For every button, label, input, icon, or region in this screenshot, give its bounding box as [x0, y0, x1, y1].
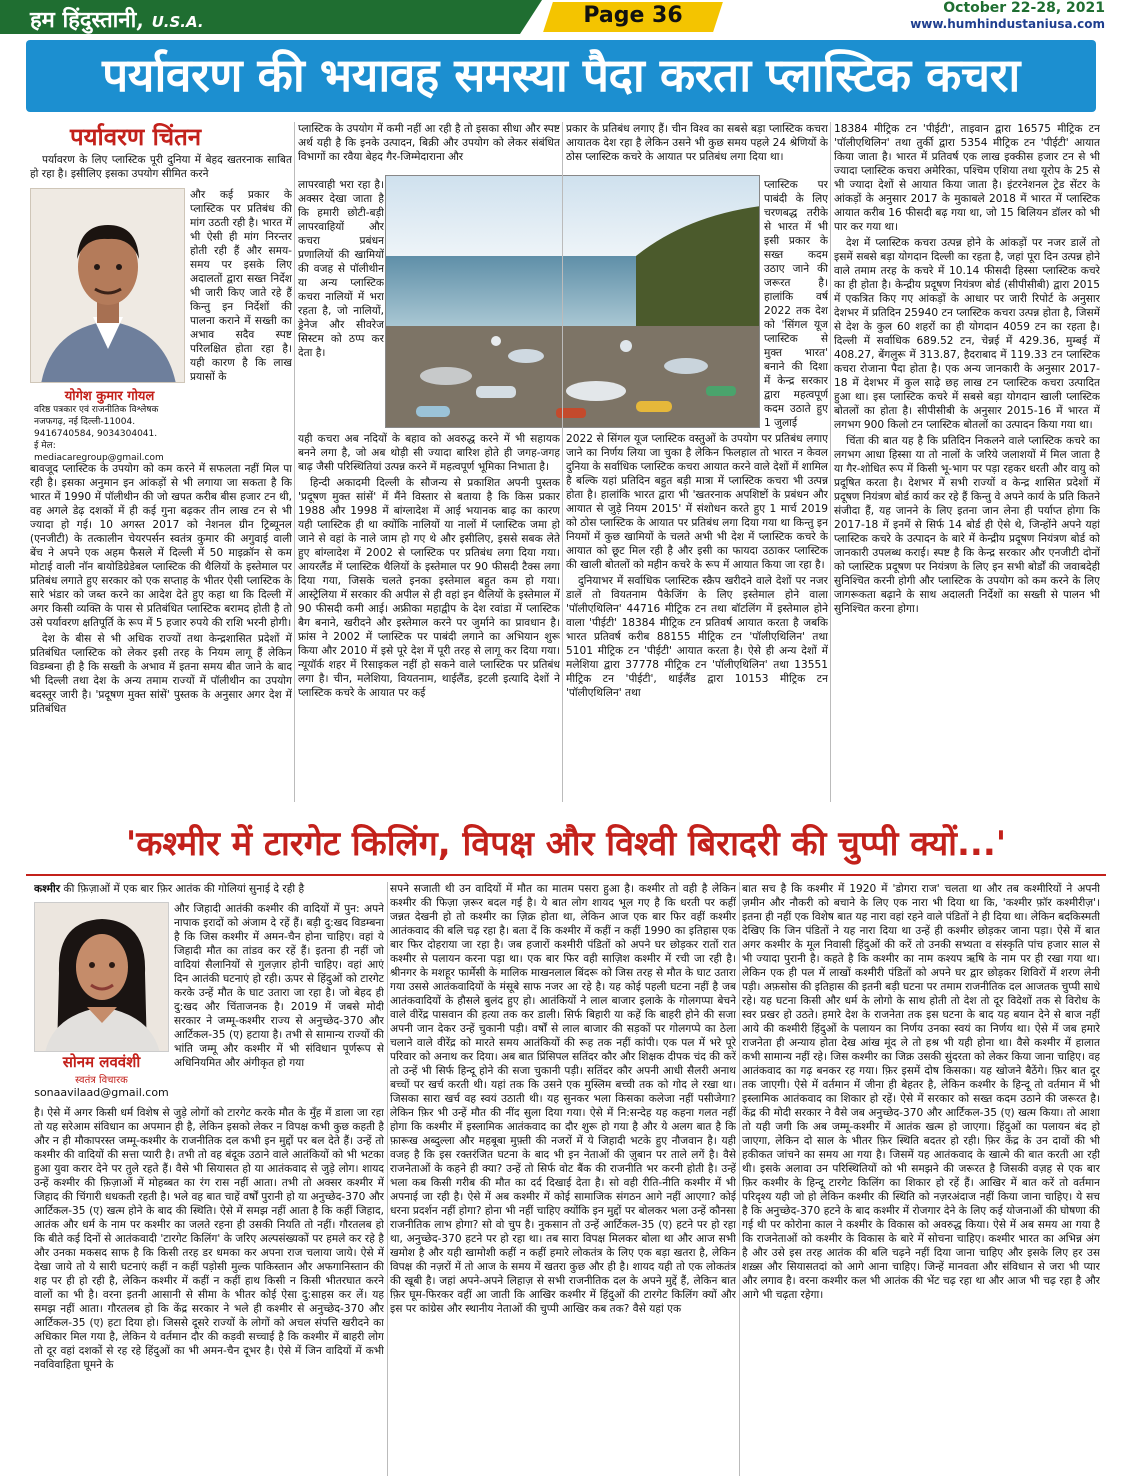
paragraph: देश के बीस से भी अधिक राज्यों तथा केन्द्रशासित प्रदेशों में प्रतिबंधित प्लास्टिक को लेकर इसी तरह के नियम लागू हैं लेकिन विडम्बना ही है कि सख्ती के अभाव में इतना समय बीत जाने के बाद भी दिल्ली तथा देश के अन्य तमाम राज्यों में पॉलीथीन का उपयोग बदस्तूर जारी है। 'प्रदूषण मुक्त सांसें' पुस्तक के अनुसार अगर देश में प्रतिबंधित	[30, 633, 292, 715]
author-email[interactable]: ई मेल: mediacaregroup@gmail.com	[34, 441, 164, 463]
author-photo	[34, 902, 169, 1052]
issue-date: October 22-28, 2021	[943, 0, 1105, 16]
article2-headline: 'कश्मीर में टारगेट किलिंग, विपक्ष और विश्वी बिरादरी की चुप्पी क्यों...'	[125, 824, 1007, 864]
column-divider	[294, 122, 295, 802]
paragraph: बात सच है कि कश्मीर में 1920 में 'डोगरा राज' चलता था और तब कश्मीरियों ने अपनी ज़मीन और नौकरी को बचाने के लिए एक नारा भी दिया था कि, 'कश्मीर फ़ॉर कश्मीरीज़'। इतना ही नहीं एक विशेष बात यह नारा वहां रहने वाले पंडितों ने ही दिया था। लेकिन बदकिस्मती देखिए कि जिन पंडितों ने यह नारा दिया था उन्हें ही कश्मीर छोड़कर जाना पड़ा। ऐसे में बात अगर कश्मीर के मूल निवासी हिंदुओं की करें तो उनकी सभ्यता व संस्कृति पांच हजार साल से भी ज्यादा पुरानी है। कहते है कि कश्मीर का नाम कश्यप ऋषि के नाम पर ही रखा गया था। लेकिन एक ही पल में लाखों कश्मीरी पंडितों को अपने घर द्वार छोड़कर शिविरों में शरण लेनी पड़ी। अफ़सोस की इतिहास की इतनी बड़ी घटना पर तमाम राजनीतिक दल आजतक चुप्पी साधे रहे। यह घटना किसी और धर्म के लोगो के साथ होती तो देश तो दूर विदेशों तक से विरोध के स्वर प्रखर हो उठते। हमारे देश के राजनेता तक इस घटना के बाद यह बयान देने से बाज नहीं आये की कश्मीरी हिंदुओं के पलायन का निर्णय उनका स्वयं का निर्णय था। ऐसे में जब हमारे राजनेता ही अन्याय होता देख आंख मूंद ले तो हश्र भी यही होना था। वैसे कश्मीर में हालात कभी सामान्य नहीं रहे। जिस कश्मीर का जिक्र उसकी सुंदरता को लेकर किया जाना चाहिए। वह आतंकवाद का गढ़ बनकर रह गया। फ़िर इसमें दोष किसका। यह खोजने बैठेंगे। फ़िर बात दूर तक जाएगी। ऐसे में वर्तमान में जीना ही बेहतर है, लेकिन कश्मीर के हिन्दू तो वर्तमान में भी इस्लामिक आतंकवाद का शिकार हो रहें। ऐसे में सरकार को सख्त कदम उठाने की जरूरत है। केंद्र की मोदी सरकार ने वैसे जब अनुच्छेद-370 और आर्टिकल-35 (ए) खत्म किया। तो आशा तो यही जगी कि अब जम्मू-कश्मीर में आतंक खत्म हो जाएगा। हिंदुओं का पलायन बंद हो जाएगा, लेकिन दो साल के भीतर फ़िर स्थिति बदतर हो रही। फ़िर केंद्र के उन दावों की भी हकीकत जांचने का समय आ गया है। जिसमें यह आतंकवाद के खात्मे की बात करती आ रही थी। इसके अलावा उन परिस्थितियों को भी समझने की जरूरत है जिसकी वज़ह से एक बार फ़िर कश्मीर के हिन्दू टारगेट किलिंग का शिकार हो रहें हैं। आखिर में बात करें तो वर्तमान परिदृश्य यही जो हो लेकिन कश्मीर की स्थिति को नज़रअंदाज नहीं किया जाना चाहिए। ये सच है कि अनुच्छेद-370 हटने के बाद कश्मीर में रोजगार देने के लिए कई योजनाओं की घोषणा की गई थी पर कोरोना काल ने कश्मीर के विकास को अवरुद्ध किया। ऐसे में अब समय आ गया है कि राजनेताओं को कश्मीर के विकास के बारे में सोचना चाहिए। कश्मीर भारत का अभिन्न अंग है और उसे इस तरह आतंक की बलि चढ़ने नहीं दिया जाना चाहिए और इसके लिए हर उस शख़्स और सियासतदां को आगे आना चाहिए। जिन्हें मानवता और संविधान से जरा भी प्यार और लगाव है। वरना कश्मीर कल भी आतंक की भेंट चढ़ रहा था और आज भी चढ़ रहा है और आगे भी चढ़ता रहेगा।	[742, 883, 1100, 1301]
author-role: वरिष्ठ पत्रकार एवं राजनीतिक विश्लेषक	[34, 405, 159, 415]
masthead-wing	[520, 0, 542, 34]
paragraph: दुनियाभर में सर्वाधिक प्लास्टिक स्क्रैप खरीदने वाले देशों पर नजर डालें तो वियतनाम पैकेजिंग के लिए इस्तेमाल होने वाला 'पॉलीएथिलिन' 44716 मीट्रिक टन तथा बॉटलिंग में इस्तेमाल होने वाला 'पीईटी' 18384 मीट्रिक टन प्रतिवर्ष आयात करता है जबकि भारत प्रतिवर्ष करीब 88155 मीट्रिक टन 'पॉलीएथिलिन' तथा 5101 मीट्रिक टन 'पीईटी' आयात करता है। ऐसे ही अन्य देशों में मलेशिया द्वारा 37778 मीट्रिक टन 'पॉलीएथिलिन' तथा 13551 मीट्रिक टन 'पीईटी', थाईलैंड द्वारा 10153 मीट्रिक टन 'पॉलीएथिलिन' तथा	[566, 575, 828, 699]
article1-col2-top	[298, 122, 560, 178]
masthead-suffix: U.S.A.	[151, 13, 204, 31]
beach-image-icon	[386, 176, 760, 428]
plastic-beach-photo	[385, 175, 760, 428]
intro-text: की फ़िज़ाओं में एक बार फ़िर आतंक की गोलियां सुनाई दे रही है	[60, 883, 305, 895]
article1-col1	[30, 462, 292, 802]
masthead-title: हम हिंदुस्तानी,	[30, 7, 144, 33]
author-name: सोनम लववंशी	[62, 1053, 141, 1071]
article1-col4	[834, 122, 1100, 802]
website-link[interactable]: www.humhindustaniusa.com	[910, 17, 1105, 31]
article2-col1-side	[174, 902, 384, 1104]
column-divider	[739, 882, 740, 1476]
author-email[interactable]: sonaavilaad@gmail.com	[34, 1086, 169, 1099]
paragraph: पर्यावरण के लिए प्लास्टिक पूरी दुनिया में बेहद खतरनाक साबित हो रहा है। इसीलिए इसका उपयोग सीमित करने	[30, 154, 292, 180]
article2-col1	[34, 1106, 384, 1476]
paragraph: सपने सजाती थी उन वादियों में मौत का मातम पसरा हुआ है। कश्मीर तो वही है लेकिन कश्मीर की फिज़ा ज़रूर बदल गई है। ये बात लोग शायद भूल गए है कि धरती पर कहीं जन्नत देखनी हो तो कश्मीर का ज़िक्र होता था, लेकिन आज एक बार फिर वहीं कश्मीर आतंकवाद की बलि चढ़ रहा है। बता दें कि कश्मीर में कहीं न कहीं 1990 का इतिहास एक बार फिर दोहराया जा रहा है। जब हजारों कश्मीरी पंडितों को अपने घर छोड़कर रातों रात कश्मीर से पलायन करना पड़ा था। एक बार फिर वही साज़िश कश्मीर में रची जा रही है। श्रीनगर के मशहूर फार्मेसी के मालिक माखनलाल बिंदरू को जिस तरह से मौत के घाट उतारा गया उससे आतंकवादियों के मंसूबे साफ नजर आ रहे है। यह कोई पहली घटना नहीं है जब आतंकवादियों के हौसले बुलंद हुए हो। आतंकियों ने लाल बाजार इलाके के गोलगप्पा बेचने वाले वीरेंद्र पासवान की हत्या तक कर डाली। सिर्फ बिहारी या कहें कि बाहरी होने की सजा अपनी जान देकर उन्हें चुकानी पड़ी। वर्षों से लाल बाजार की सड़कों पर गोलगप्पे का ठेला चलाने वाले वीरेंद्र को मारते समय आतंकियों की रूह तक नहीं कांपी। एक पल में भरे पूरे परिवार को अनाथ कर दिया। अब बात प्रिंसिपल सतिंदर कौर और शिक्षक दीपक चंद की करें तो उन्हें भी सिर्फ हिन्दू होने की सजा चुकानी पड़ी। सतिंदर कौर अपनी आधी सैलरी अनाथ बच्चों पर खर्च करती थी। यहां तक कि उसने एक मुस्लिम बच्ची तक को गोद ले रखा था। जिसका सारा खर्च वह स्वयं उठाती थी। यह सुनकर भला किसका कलेजा नहीं पसीजेगा? लेकिन फ़िर भी उन्हें मौत की नींद सुला दिया गया। ऐसे में नि:सन्देह यह कहना गलत नहीं होगा कि कश्मीर में इस्लामिक आतंकवाद का दौर शुरू हो गया है और ये अलग बात है कि फ़ारूख अब्दुल्ला और महबूबा मुफ़्ती की नजरों में ये जिहादी भटके हुए नौजवान है। यही वजह है कि इस रक्तरंजित घटना के बाद भी इन नेताओं की ज़ुबान पर ताले लगें है। वैसे राजनेताओं के कहने ही क्या? उन्हें तो सिर्फ वोट बैंक की राजनीति भर करनी होती है। उन्हें भला कब किसी गरीब की मौत का दर्द दिखाई देता है। सो वही रीति-नीति कश्मीर में भी अपनाई जा रही है। ऐसे में अब कश्मीर में कोई सामाजिक संगठन आगे नहीं आएगा? कोई धरना प्रदर्शन नहीं होगा? होना भी नहीं चाहिए क्योंकि इन मुद्दों पर बोलकर भला उन्हें कौनसा राजनीतिक लाभ होगा? सो वो चुप है। नुकसान तो उन्हें आर्टिकल-35 (ए) हटने पर हो रहा था, अनुच्छेद-370 हटने पर हो रहा था। तब सारा विपक्ष मिलकर बोला था और आज सभी खमोश है और यही खामोशी कहीं न कहीं हमारे लोकतंत्र के लिए एक बड़ा खतरा है, लेकिन विपक्ष की नज़रों में तो आज के समय में खतरा कुछ और ही है। शायद यही तो एक लोकतंत्र की खूबी है। जहां अपने-अपने लिहाज़ से सभी राजनीतिक दल के अपने मुद्दें हैं, लेकिन बात फ़िर घूम-फिरकर वहीं आ जाती कि आखिर कश्मीर में हिंदुओं की टारगेट किलिंग क्यों और इस पर कांग्रेस और स्थानीय नेताओं की चुप्पी आखिर कब तक? वैसे यहां एक	[390, 883, 736, 1315]
author-byline	[34, 1052, 169, 1104]
paragraph: 2022 से सिंगल यूज प्लास्टिक वस्तुओं के उपयोग पर प्रतिबंध लगाए जाने का निर्णय लिया जा चुका है लेकिन फिलहाल तो भारत न केवल दुनिया के सर्वाधिक प्लास्टिक कचरा आयात करने वाले देशों में शामिल है बल्कि यहां प्रतिदिन बहुत बड़ी मात्रा में प्लास्टिक कचरा भी उत्पन्न होता है। हालांकि भारत द्वारा भी 'खतरनाक अपशिष्टों के प्रबंधन और आयात से जुड़े नियम 2015' में संशोधन करते हुए 1 मार्च 2019 को ठोस प्लास्टिक के आयात पर प्रतिबंध लगा दिया गया था किन्तु इन नियमों में कुछ खामियों के चलते अभी भी देश में प्लास्टिक कचरे के आयात को छूट मिल रही है और इसी का फायदा उठाकर प्लास्टिक की खाली बोतलों को महीन कचरे के रूप में आयात किया जा रहा है।	[566, 433, 828, 571]
article1-intro	[30, 153, 292, 189]
paragraph: और कई प्रकार के प्लास्टिक पर प्रतिबंध की मांग उठती रही है। भारत में भी ऐसी ही मांग निरन्तर होती रही हैं और समय-समय पर इसके लिए अदालतों द्वारा सख्त निर्देश भी जारी किए जाते रहे हैं किन्तु इन निर्देशों की पालना कराने में सख्ती का अभाव सदैव स्पष्ट परिलक्षित होता रहा है। यही कारण है कि लाख प्रयासों के	[190, 189, 292, 383]
page-number: Page 36	[583, 3, 683, 28]
paragraph	[34, 882, 384, 896]
dateline	[910, 0, 1105, 32]
column-divider	[562, 122, 563, 802]
headline-rule	[26, 874, 1106, 876]
paragraph: बावजूद प्लास्टिक के उपयोग को कम करने में सफलता नहीं मिल पा रही है। इसका अनुमान इन आंकड़ों से भी लगाया जा सकता है कि भारत में 1990 में पॉलीथीन की जो खपत करीब बीस हजार टन थी, वह अगले डेढ़ दशकों में ही कई गुना बढ़कर तीन लाख टन से भी ज्यादा हो गई। 10 अगस्त 2017 को नेशनल ग्रीन ट्रिब्यूनल (एनजीटी) के तत्कालीन चेयरपर्सन स्वतंत्र कुमार की अगुवाई वाली बेंच ने अपने एक अहम फैसले में दिल्ली में 50 माइक्रॉन से कम मोटाई वाली नॉन बायोडिग्रेडेबल प्लास्टिक की थैलियों के इस्तेमाल पर प्रतिबंध लगाते हुए सरकार को एक सप्ताह के भीतर ऐसी प्लास्टिक के सारे भंडार को जब्त करने का आदेश देते हुए कहा था कि दिल्ली में अगर किसी व्यक्ति के पास से प्रतिबंधित प्लास्टिक बरामद होती है तो उसे पर्यावरण क्षतिपूर्ति के रूप में 5 हजार रुपये की राशि भरनी होगी।	[30, 463, 292, 629]
author-portrait-icon	[31, 189, 185, 383]
author-phone: 9416740584, 9034304041.	[34, 429, 158, 439]
column-divider	[387, 882, 388, 1476]
author-role: स्वतंत्र विचारक	[75, 1075, 128, 1086]
author-address: नजफगढ़, नई दिल्ली-11004.	[34, 417, 136, 427]
article1-headline: पर्यावरण की भयावह समस्या पैदा करता प्लास्टिक कचरा	[26, 40, 1096, 112]
author-photo	[30, 188, 185, 383]
article2-headline-block	[26, 812, 1106, 876]
author-name: योगेश कुमार गोयल	[64, 389, 155, 404]
paragraph: यही कचरा अब नदियों के बहाव को अवरुद्ध करने में भी सहायक बनने लगा है, जो अब थोड़ी सी ज्यादा बारिश होते ही जगह-जगह बाढ़ जैसी परिस्थितियां उत्पन्न करने में महत्वपूर्ण भूमिका निभाता है।	[298, 433, 560, 473]
paragraph: 18384 मीट्रिक टन 'पीईटी', ताइवान द्वारा 16575 मीट्रिक टन 'पॉलीएथिलिन' तथा तुर्की द्वारा 5354 मीट्रिक टन 'पीईटी' आयात किया जाता है। भारत में प्रतिवर्ष एक लाख इक्कीस हजार टन से भी ज्यादा प्लास्टिक कचरा अमेरिका, पश्चिम एशिया तथा यूरोप के 25 से भी ज्यादा देशों से आयात किया जाता है। इंटरनेशनल ट्रेड सेंटर के आंकड़ों के अनुसार 2017 के मुकाबले 2018 में भारत में प्लास्टिक आयात करीब 16 फीसदी बढ़ गया था, जो 15 बिलियन डॉलर को भी पार कर गया था।	[834, 123, 1100, 233]
page-header	[0, 0, 1135, 34]
paragraph: प्रकार के प्रतिबंध लगाए हैं। चीन विश्व का सबसे बड़ा प्लास्टिक कचरा आयातक देश रहा है लेकिन उसने भी कुछ समय पहले 24 श्रेणियों के ठोस प्लास्टिक कचरे के आयात पर प्रतिबंध लगा दिया था।	[566, 123, 828, 163]
article1-col1-side	[190, 188, 292, 462]
author-byline	[30, 384, 185, 463]
column-divider	[830, 122, 831, 802]
paragraph: देश में प्लास्टिक कचरा उत्पन्न होने के आंकड़ों पर नजर डालें तो इसमें सबसे बड़ा योगदान दिल्ली का रहता है, जहां पूरा दिन उत्पन्न होने वाले तमाम तरह के कचरे में 10.14 फीसदी हिस्सा प्लास्टिक कचरे का ही होता है। केन्द्रीय प्रदूषण नियंत्रण बोर्ड (सीपीसीबी) द्वारा 2015 में एकत्रित किए गए आंकड़ों के आधार पर जारी रिपोर्ट के अनुसार देशभर में प्रतिदिन 25940 टन प्लास्टिक कचरा उत्पन्न होता है, जिसमें से देश के कुल 60 शहरों का ही योगदान 4059 टन का रहता है। दिल्ली में सर्वाधिक 689.52 टन, चेन्नई में 429.36, मुम्बई में 408.27, बेंगलुरू में 313.87, हैदराबाद में 119.33 टन प्लास्टिक कचरा रोजाना पैदा होता है। एक अन्य जानकारी के अनुसार 2017-18 में देशभर में कुल साढ़े छह लाख टन प्लास्टिक कचरा उत्पादित हुआ था। इस प्लास्टिक कचरे में सबसे बड़ा योगदान खाली प्लास्टिक बोतलों का होता है। सीपीसीबी के अनुसार 2015-16 में भारत में लगभग 900 किलो टन प्लास्टिक बोतलों का उत्पादन किया गया था।	[834, 237, 1100, 431]
masthead	[0, 0, 520, 34]
article1-col3-top	[566, 122, 828, 178]
article2-col2	[390, 882, 736, 1476]
paragraph: हिन्दी अकादमी दिल्ली के सौजन्य से प्रकाशित अपनी पुस्तक 'प्रदूषण मुक्त सांसें' में मैंने विस्तार से बताया है कि किस प्रकार 1988 और 1998 में बांग्लादेश में आई भयानक बाढ़ का कारण यही प्लास्टिक ही था क्योंकि नालियों या नालों में प्लास्टिक जमा हो जाने से वहां के नाले जाम हो गए थे और इसीलिए, इससे सबक लेते हुए बांग्लादेश में 2002 से प्लास्टिक पर प्रतिबंध लगा दिया गया। आयरलैंड में प्लास्टिक थैलियों के इस्तेमाल पर 90 फीसदी टैक्स लगा दिया गया, जिसके चलते इनका इस्तेमाल बहुत कम हो गया। आस्ट्रेलिया में सरकार की अपील से ही वहां इन थैलियों के इस्तेमाल में 90 फीसदी कमी आई। अफ्रीका महाद्वीप के देश रवांडा में प्लास्टिक बैग बनाने, खरीदने और इस्तेमाल करने पर जुर्माने का प्रावधान है। फ्रांस ने 2002 में प्लास्टिक पर पाबंदी लगाने का अभियान शुरू किया और 2010 में इसे पूरे देश में पूरी तरह से लागू कर दिया गया। न्यूयॉर्क शहर में रिसाइकल नहीं हो सकने वाले प्लास्टिक पर प्रतिबंध लगा है। चीन, मलेशिया, वियतनाम, थाईलैंड, इटली इत्यादि देशों ने प्लास्टिक कचरे के आयात पर कई	[298, 477, 560, 699]
article1-col3	[566, 432, 828, 802]
article1-col3-side	[764, 178, 828, 430]
paragraph: लापरवाही भरा रहा है। अक्सर देखा जाता है कि हमारी छोटी-बड़ी लापरवाहियों और कचरा प्रबंधन प्रणालियों की खामियों की वजह से पॉलीथीन या अन्य प्लास्टिक कचरा नालियों में भरा रहता है, जो नालियों, ड्रेनेज और सीवरेज सिस्टम को ठप्प कर देता है।	[298, 179, 384, 359]
author-portrait-icon	[35, 903, 169, 1052]
article2-col3	[742, 882, 1100, 1476]
paragraph: प्लास्टिक पर पाबंदी के लिए चरणबद्ध तरीके से भारत में भी इसी प्रकार के सख्त कदम उठाए जाने की जरूरत है। हालांकि वर्ष 2022 तक देश को 'सिंगल यूज प्लास्टिक से मुक्त भारत' बनाने की दिशा में केन्द्र सरकार द्वारा महत्वपूर्ण कदम उठाते हुए 1 जुलाई	[764, 179, 828, 429]
paragraph: चिंता की बात यह है कि प्रतिदिन निकलने वाले प्लास्टिक कचरे का लगभग आधा हिस्सा या तो नालों के जरिये जलाशयों में मिल जाता है या गैर-शोधित रूप में किसी भू-भाग पर पड़ा रहकर धरती और वायु को प्रदूषित करता है। देशभर में सभी राज्यों व केन्द्र शासित प्रदेशों में प्रदूषण नियंत्रण बोर्ड कार्य कर रहे हैं किन्तु वे अपने कार्य के प्रति कितने संजीदा हैं, यह जानने के लिए इतना जान लेना ही पर्याप्त होगा कि 2017-18 में इनमें से सिर्फ 14 बोर्ड ही ऐसे थे, जिन्होंने अपने यहां प्लास्टिक कचरे के उत्पादन के बारे में केन्द्रीय प्रदूषण नियंत्रण बोर्ड को जानकारी उपलब्ध कराई। स्पष्ट है कि केन्द्र सरकार और एनजीटी दोनों को प्लास्टिक प्रदूषण पर नियंत्रण के लिए इन सभी बोर्डों की जवाबदेही सुनिश्चित करनी होगी और प्लास्टिक के उपयोग को कम करने के लिए जागरूकता बढ़ाने के साथ अदालती निर्देशों का सख्ती से पालन भी सुनिश्चित करना होगा।	[834, 435, 1100, 615]
paragraph: और जिहादी आतंकी कश्मीर की वादियों में पुन: अपने नापाक इरादों को अंजाम दे रहें हैं। बड़ी दु:खद विडम्बना है कि जिस कश्मीर में अमन-चैन होना चाहिए। वहां ये जिहादी मौत का तांडव कर रहें हैं। इतना ही नहीं जो वादियां सैलानियों से गुलज़ार होनी चाहिए। वहां आएं दिन आतंकी घटनाएं हो रही। ऊपर से हिंदुओं को टारगेट करके उन्हें मौत के घाट उतारा जा रहा है। जो बेहद ही दु:खद और चिंताजनक है। 2019 में जबसे मोदी सरकार ने जम्मू-कश्मीर राज्य से अनुच्छेद-370 और आर्टिकल-35 (ए) हटाया है। तभी से सामान्य राज्यों की भांति जम्मू और कश्मीर में भी संविधान पूर्णरूप से अधिनियमित और अंगीकृत हो गया	[174, 903, 384, 1069]
article2-intro	[34, 882, 384, 904]
section-label: पर्यावरण चिंतन	[70, 122, 202, 151]
paragraph: है। ऐसे में अगर किसी धर्म विशेष से जुड़े लोगों को टारगेट करके मौत के मुँह में डाला जा रहा तो यह सरेआम संविधान का अपमान ही है, लेकिन इसको लेकर न विपक्ष कभी कुछ कहती है और न ही मौकापरस्त जम्मू-कश्मीर के राजनीतिक दल कभी इन मुद्दों पर बल देते हैं। उन्हें तो कश्मीर की वादियों की सत्ता प्यारी है। तभी तो वह बंदूक उठाने वाले आतंकियों को भी भटका हुआ युवा करार देने पर तुले रहते हैं। वैसे भी सियासत हो या आतंकवाद से जुड़े लोग। शायद उन्हें कश्मीर की फ़िज़ाओं में मोहब्बत का रंग रास नहीं आता। तभी तो अक्सर कश्मीर में जिहाद की चिंगारी धधकती रहती है। भले वह बात चाहें वर्षों पुरानी हो या अनुच्छेद-370 और आर्टिकल-35 (ए) खत्म होने के बाद की स्थिति। ऐसे में समझ नहीं आता है कि कहीं जिहाद, आतंक और धर्म के नाम पर कश्मीर का जलते रहना ही उसकी नियति तो नहीं। गौरतलब हो कि बीते कई दिनों से आतंकवादी 'टारगेट किलिंग' के जरिए अल्पसंख्यकों पर हमले कर रहे है और उनका मकसद साफ है कि किसी तरह डर धमका कर अपना राज चलाया जाये। ऐसे में देखा जाये तो ये सारी घटनाएं कहीं न कहीं पड़ोसी मुल्क पाकिस्तान और अफगानिस्तान की शह पर ही हो रही है, लेकिन कश्मीर में कहीं न कहीं हाथ किसी न किसी भीतरघात करने वालों का भी है। वरना इतनी आसानी से सीमा के भीतर कोई ऐसा दु:साहस कर लें। यह समझ नहीं आता। गौरतलब हो कि केंद्र सरकार ने भले ही कश्मीर से अनुच्छेद-370 और आर्टिकल-35 (ए) हटा दिया हो। जिससे दूसरे राज्यों के लोगों को अचल संपत्ति खरीदने का अधिकार मिल गया है, लेकिन ये वर्तमान दौर की कड़वी सच्चाई है कि कश्मीर में बाहरी लोग तो दूर वहां दशकों से रह रहे हिंदुओं का भी अमन-चैन दूभर है। ऐसे में जिन वादियों में कभी नवविवाहिता घूमने के	[34, 1107, 384, 1371]
paragraph: प्लास्टिक के उपयोग में कमी नहीं आ रही है तो इसका सीधा और स्पष्ट अर्थ यही है कि इनके उत्पादन, बिक्री और उपयोग को लेकर संबंधित विभागों का रवैया बेहद गैर-जिम्मेदाराना और	[298, 123, 560, 163]
article1-col2	[298, 432, 560, 802]
article1-col2-side	[298, 178, 384, 430]
drop-lead: कश्मीर	[34, 883, 61, 895]
